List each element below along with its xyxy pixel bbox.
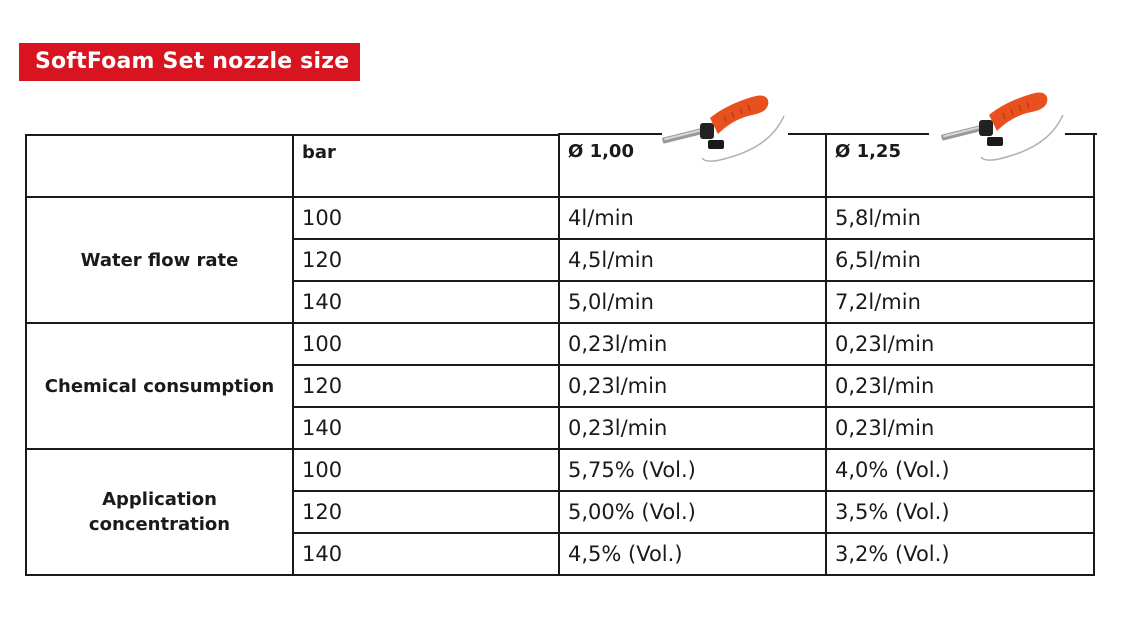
header-nozzle-1-00-label: Ø 1,00 bbox=[568, 141, 634, 162]
nozzle-size-table bbox=[25, 134, 1095, 576]
value-cell-1-25: 3,5% (Vol.) bbox=[826, 491, 1094, 533]
bar-cell: 100 bbox=[293, 197, 559, 239]
bar-cell: 140 bbox=[293, 281, 559, 323]
group-label-chemical-consumption: Chemical consumption bbox=[26, 323, 293, 449]
group-label-water-flow-rate: Water flow rate bbox=[26, 197, 293, 323]
bar-cell: 120 bbox=[293, 239, 559, 281]
value-cell-1-00: 0,23l/min bbox=[559, 323, 826, 365]
page-title: SoftFoam Set nozzle size bbox=[19, 43, 360, 81]
value-cell-1-25: 0,23l/min bbox=[826, 323, 1094, 365]
header-top-border bbox=[788, 133, 829, 135]
table-row bbox=[26, 323, 1094, 365]
value-cell-1-25: 7,2l/min bbox=[826, 281, 1094, 323]
value-cell-1-00: 5,75% (Vol.) bbox=[559, 449, 826, 491]
bar-cell: 140 bbox=[293, 533, 559, 575]
value-cell-1-00: 0,23l/min bbox=[559, 407, 826, 449]
bar-cell: 140 bbox=[293, 407, 559, 449]
bar-cell: 120 bbox=[293, 365, 559, 407]
value-cell-1-25: 3,2% (Vol.) bbox=[826, 533, 1094, 575]
table-row bbox=[26, 197, 1094, 239]
table-row bbox=[26, 449, 1094, 491]
value-cell-1-25: 0,23l/min bbox=[826, 407, 1094, 449]
header-bar: bar bbox=[293, 135, 559, 197]
header-empty-cell bbox=[26, 135, 293, 197]
value-cell-1-00: 4,5% (Vol.) bbox=[559, 533, 826, 575]
table-header-row bbox=[26, 135, 1094, 197]
header-nozzle-1-00 bbox=[559, 135, 826, 197]
bar-cell: 100 bbox=[293, 449, 559, 491]
header-nozzle-1-25 bbox=[826, 135, 1094, 197]
bar-cell: 120 bbox=[293, 491, 559, 533]
header-top-border bbox=[558, 133, 662, 135]
header-nozzle-1-25-label: Ø 1,25 bbox=[835, 141, 901, 162]
value-cell-1-25: 4,0% (Vol.) bbox=[826, 449, 1094, 491]
value-cell-1-25: 6,5l/min bbox=[826, 239, 1094, 281]
value-cell-1-00: 0,23l/min bbox=[559, 365, 826, 407]
nozzle-1-00-icon bbox=[662, 90, 788, 168]
header-top-border bbox=[825, 133, 929, 135]
group-label-application-concentration: Application concentration bbox=[26, 449, 293, 575]
value-cell-1-00: 4,5l/min bbox=[559, 239, 826, 281]
nozzle-1-25-icon bbox=[941, 87, 1067, 165]
value-cell-1-00: 5,00% (Vol.) bbox=[559, 491, 826, 533]
value-cell-1-25: 0,23l/min bbox=[826, 365, 1094, 407]
bar-cell: 100 bbox=[293, 323, 559, 365]
header-top-border bbox=[1065, 133, 1097, 135]
value-cell-1-00: 4l/min bbox=[559, 197, 826, 239]
value-cell-1-00: 5,0l/min bbox=[559, 281, 826, 323]
value-cell-1-25: 5,8l/min bbox=[826, 197, 1094, 239]
